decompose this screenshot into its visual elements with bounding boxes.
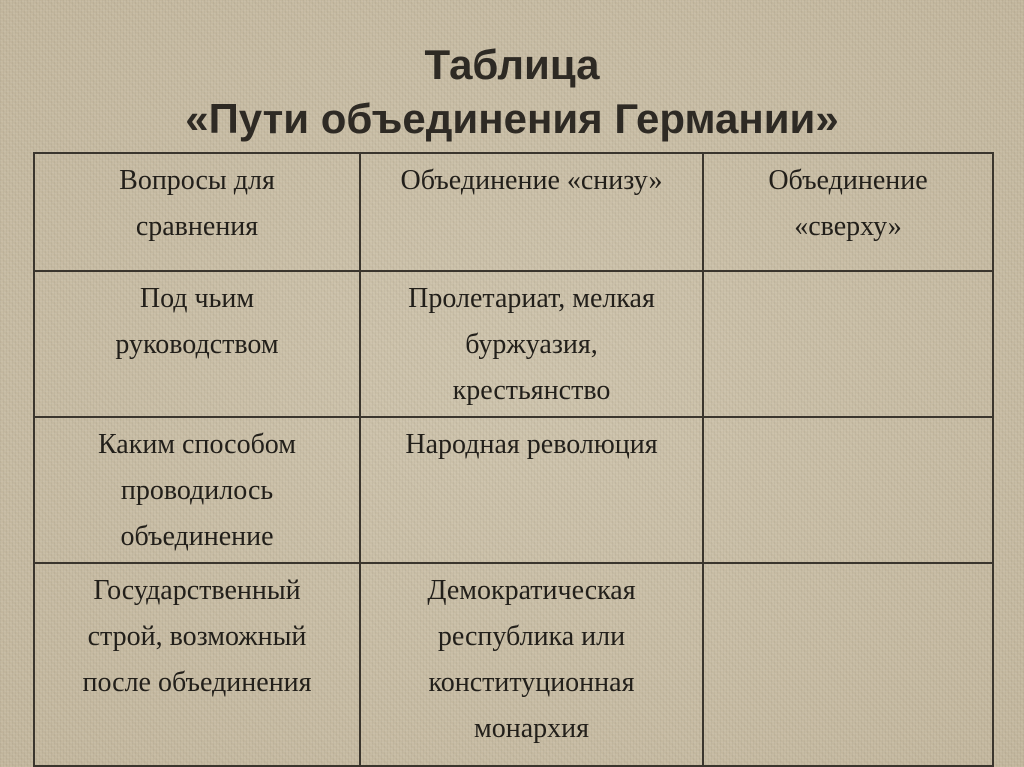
table-row	[34, 563, 993, 766]
header-cell-from-below: Объединение «снизу»	[360, 153, 703, 271]
table-row	[34, 417, 993, 563]
from-below-cell: Народная революция	[360, 417, 703, 563]
comparison-table	[33, 152, 994, 767]
from-above-cell	[703, 417, 993, 563]
table-header-row	[34, 153, 993, 271]
from-below-cell: Демократическая республика или конституционная монархия	[360, 563, 703, 766]
title-line-2: «Пути объединения Германии»	[185, 95, 839, 142]
slide-title	[0, 38, 1024, 146]
from-above-cell	[703, 563, 993, 766]
from-below-cell: Пролетариат, мелкая буржуазия, крестьянство	[360, 271, 703, 417]
from-above-cell	[703, 271, 993, 417]
title-line-1: Таблица	[424, 41, 600, 88]
question-cell: Под чьим руководством	[34, 271, 360, 417]
question-cell: Государственный строй, возможный после объединения	[34, 563, 360, 766]
question-cell: Каким способом проводилось объединение	[34, 417, 360, 563]
header-cell-from-above: Объединение «сверху»	[703, 153, 993, 271]
header-cell-questions: Вопросы для сравнения	[34, 153, 360, 271]
table-row	[34, 271, 993, 417]
